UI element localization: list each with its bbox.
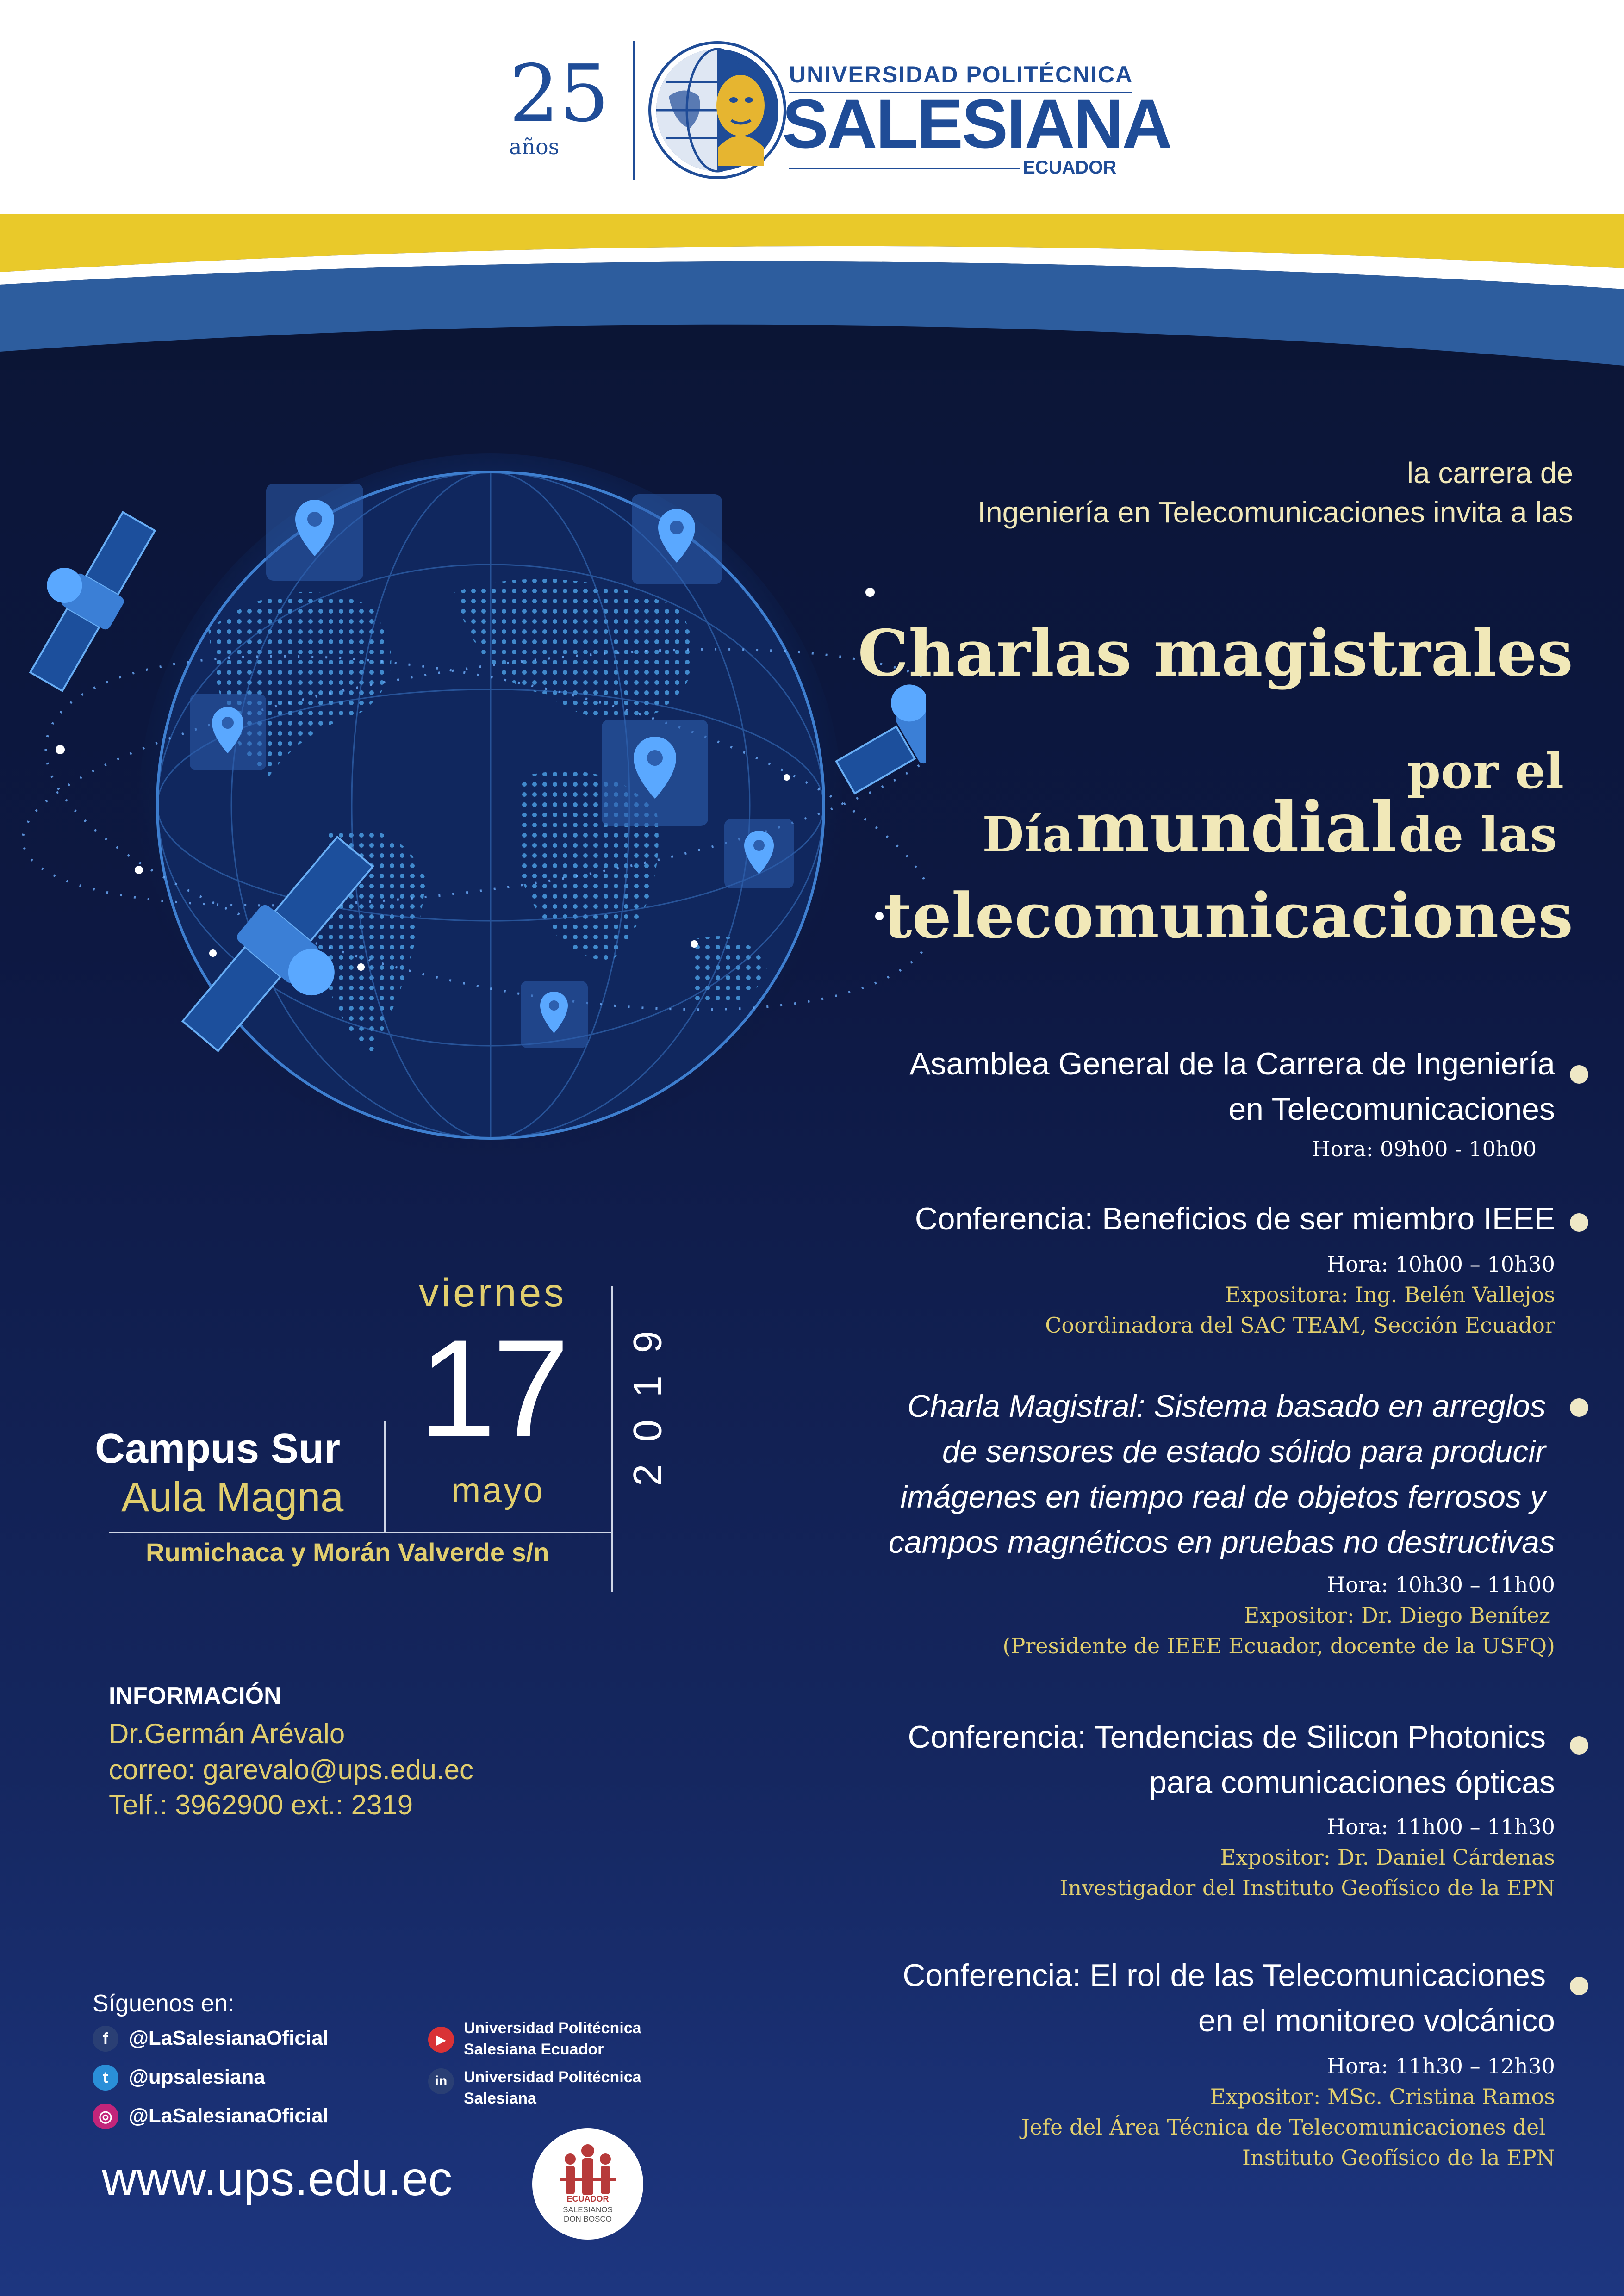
anniversary-number: 25 (509, 48, 610, 140)
agenda-item (740, 1196, 1555, 1340)
agenda-item-title: en Telecomunicaciones (1228, 1092, 1555, 1127)
title-line4: telecomunicaciones (883, 879, 1573, 952)
agenda-item (740, 1041, 1555, 1161)
university-seal-icon (648, 41, 787, 180)
social-instagram[interactable]: @LaSalesianaOficial (129, 2104, 329, 2127)
location-pin-icon (602, 720, 708, 826)
agenda-item-speaker-role: (Presidente de IEEE Ecuador, docente de la USFQ) (1002, 1633, 1555, 1658)
agenda-item-time: Hora: 11h30 – 12h30 (1327, 2054, 1555, 2079)
agenda-item-speaker: Expositora: Ing. Belén Vallejos (1225, 1282, 1555, 1307)
seal-line2: DON BOSCO (564, 2215, 612, 2223)
header (0, 0, 1624, 217)
venue-room: Aula Magna (121, 1474, 344, 1520)
venue-divider (384, 1421, 386, 1532)
agenda-item-time: Hora: 10h00 – 10h30 (1327, 1252, 1555, 1277)
agenda-bullet (1570, 1977, 1588, 1995)
event-year: 2019 (625, 1309, 670, 1486)
intro-line2: Ingeniería en Telecomunicaciones invita a las (977, 496, 1573, 529)
title-line3-a: Día (982, 806, 1074, 863)
agenda-item-time: Hora: 11h00 – 11h30 (1327, 1814, 1555, 1839)
title-line3-c: de las (1399, 806, 1557, 863)
info-name: Dr.Germán Arévalo (109, 1718, 345, 1749)
twitter-icon[interactable]: t (93, 2065, 118, 2091)
agenda-item-title: para comunicaciones ópticas (1149, 1765, 1555, 1800)
venue-address: Rumichaca y Morán Valverde s/n (146, 1538, 549, 1567)
event-day: 17 (419, 1310, 566, 1466)
agenda-item-speaker-role: Coordinadora del SAC TEAM, Sección Ecuador (1045, 1313, 1555, 1338)
social-facebook[interactable]: @LaSalesianaOficial (129, 2027, 329, 2049)
seal-country: ECUADOR (566, 2194, 609, 2203)
intro-line1: la carrera de (1406, 456, 1573, 490)
facebook-icon[interactable]: f (93, 2026, 118, 2052)
event-weekday: viernes (419, 1271, 567, 1315)
university-country: ECUADOR (1023, 157, 1117, 178)
location-pin-icon (190, 694, 266, 770)
location-pin-icon (724, 819, 794, 888)
info-email[interactable]: correo: garevalo@ups.edu.ec (109, 1754, 474, 1785)
title-line3 (982, 787, 1557, 868)
agenda-item-title: Charla Magistral: Sistema basado en arreglos (907, 1389, 1546, 1424)
title-line3-b: mundial (1076, 787, 1397, 868)
location-pin-icon (632, 494, 722, 584)
event-month: mayo (451, 1471, 545, 1510)
seal-line1: SALESIANOS (563, 2205, 613, 2214)
agenda-item (740, 1714, 1555, 1903)
venue-campus: Campus Sur (95, 1426, 341, 1472)
info-heading: INFORMACIÓN (109, 1682, 281, 1709)
agenda-item-title: Asamblea General de la Carrera de Ingeniería (909, 1046, 1555, 1081)
instagram-icon[interactable]: ◎ (93, 2104, 118, 2129)
agenda-item-title: en el monitoreo volcánico (1198, 2003, 1555, 2038)
social-twitter[interactable]: @upsalesiana (129, 2066, 265, 2088)
website-link[interactable]: www.ups.edu.ec (102, 2152, 453, 2206)
agenda-item (740, 1953, 1555, 2173)
agenda-item (740, 1384, 1555, 1661)
agenda-item-speaker: Expositor: Dr. Daniel Cárdenas (1220, 1845, 1555, 1870)
title-line2: por el (1407, 743, 1564, 800)
agenda-item-time: Hora: 09h00 - 10h00 (1312, 1136, 1537, 1161)
header-divider (633, 41, 635, 180)
agenda-item-speaker: Expositor: Dr. Diego Benítez (1244, 1603, 1550, 1628)
agenda-item-title: Conferencia: El rol de las Telecomunicaciones (902, 1958, 1546, 1993)
agenda-item-title: Conferencia: Beneficios de ser miembro IEEE (915, 1201, 1555, 1236)
event-vertical-divider (611, 1286, 613, 1592)
agenda-bullet (1570, 1065, 1588, 1084)
agenda-item-time: Hora: 10h30 – 11h00 (1327, 1572, 1555, 1597)
title-line1: Charlas magistrales (858, 615, 1573, 691)
agenda-item-title: Conferencia: Tendencias de Silicon Photonics (908, 1719, 1546, 1755)
university-line1: UNIVERSIDAD POLITÉCNICA (789, 62, 1133, 87)
location-pin-icon (266, 484, 363, 581)
agenda-item-speaker: Expositor: MSc. Cristina Ramos (1210, 2084, 1555, 2109)
agenda-item-title: campos magnéticos en pruebas no destructivas (888, 1525, 1555, 1560)
salesianos-seal (532, 2128, 643, 2240)
social-heading: Síguenos en: (93, 1990, 235, 2017)
social-youtube[interactable]: Universidad Politécnica Salesiana Ecuador (464, 2019, 641, 2058)
venue-underline (109, 1532, 613, 1533)
anniversary-label: años (509, 134, 560, 159)
linkedin-icon[interactable]: in (428, 2068, 454, 2094)
university-name: SALESIANA (782, 85, 1171, 162)
agenda-item-title: de sensores de estado sólido para producir (942, 1434, 1546, 1469)
agenda-item-speaker-role: Jefe del Área Técnica de Telecomunicaciones del (1021, 2115, 1546, 2140)
info-phone: Telf.: 3962900 ext.: 2319 (109, 1789, 413, 1820)
youtube-icon[interactable]: ▶ (428, 2027, 454, 2053)
agenda-item-speaker-role: Instituto Geofísico de la EPN (1242, 2145, 1555, 2170)
agenda-item-speaker-role: Investigador del Instituto Geofísico de la EPN (1059, 1875, 1555, 1900)
location-pin-icon (521, 981, 588, 1048)
university-line3-rule (789, 168, 1020, 169)
agenda-bullet (1570, 1398, 1588, 1417)
social-linkedin[interactable]: Universidad Politécnica Salesiana (464, 2068, 641, 2107)
agenda-item-title: imágenes en tiempo real de objetos ferrosos y (900, 1479, 1546, 1514)
header-stripes (0, 204, 1624, 370)
agenda-bullet (1570, 1736, 1588, 1755)
agenda-bullet (1570, 1213, 1588, 1232)
satellite-icon (3, 496, 162, 695)
